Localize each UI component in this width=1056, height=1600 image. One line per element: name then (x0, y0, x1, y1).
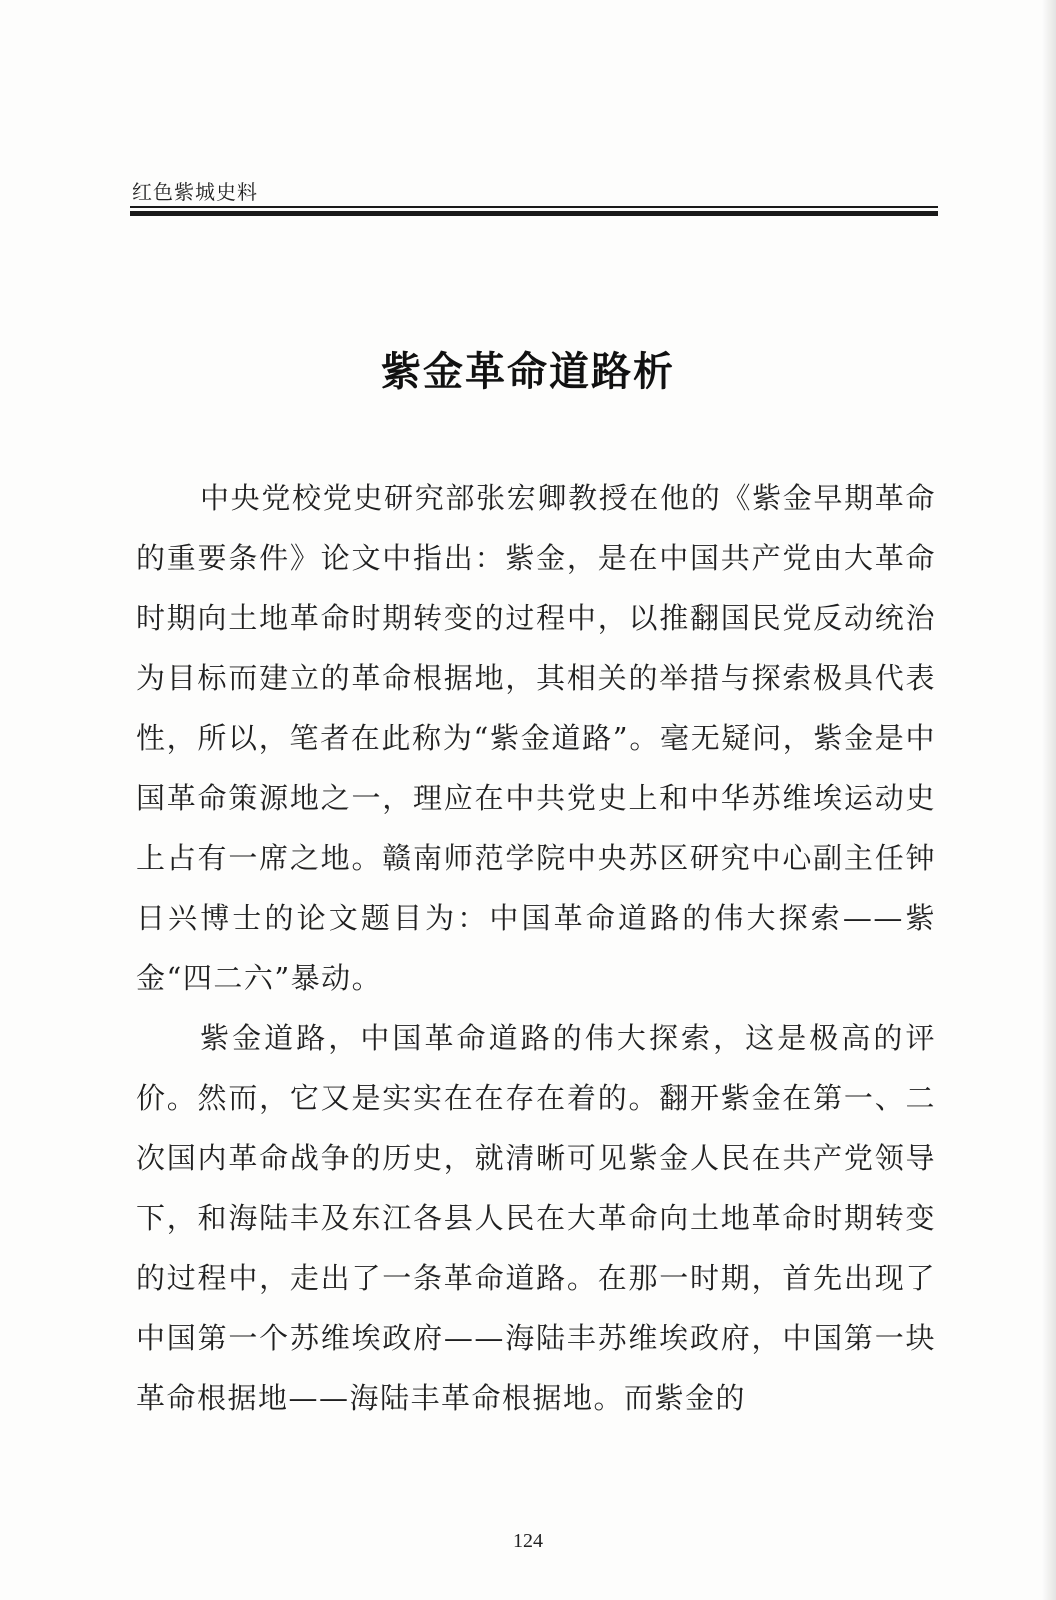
page-number: 124 (513, 1530, 543, 1552)
article-title: 紫金革命道路析 (381, 348, 675, 395)
running-head: 红色紫城史料 (132, 180, 258, 204)
scan-edge (1042, 0, 1056, 1600)
paragraph-2: 紫金道路，中国革命道路的伟大探索，这是极高的评价。然而，它又是实实在在存在着的。翻开紫金在第一、二次国内革命战争的历史，就清晰可见紫金人民在共产党领导下，和海陆丰及东江各县人民在大革命向土地革命时期转变的过程中，走出了一条革命道路。在那一时期，首先出现了中国第一个苏维埃政府——海陆丰苏维埃政府，中国第一块革命根据地——海陆丰革命根据地。而紫金的 (136, 1021, 936, 1415)
article-body (136, 468, 936, 1428)
header-rule-thin (130, 206, 938, 208)
header-rule-thick (130, 211, 938, 216)
paragraph-1: 中央党校党史研究部张宏卿教授在他的《紫金早期革命的重要条件》论文中指出：紫金，是在中国共产党由大革命时期向土地革命时期转变的过程中，以推翻国民党反动统治为目标而建立的革命根据地，其相关的举措与探索极具代表性，所以，笔者在此称为“紫金道路”。毫无疑问，紫金是中国革命策源地之一，理应在中共党史上和中华苏维埃运动史上占有一席之地。赣南师范学院中央苏区研究中心副主任钟日兴博士的论文题目为：中国革命道路的伟大探索——紫金“四二六”暴动。 (136, 481, 936, 995)
